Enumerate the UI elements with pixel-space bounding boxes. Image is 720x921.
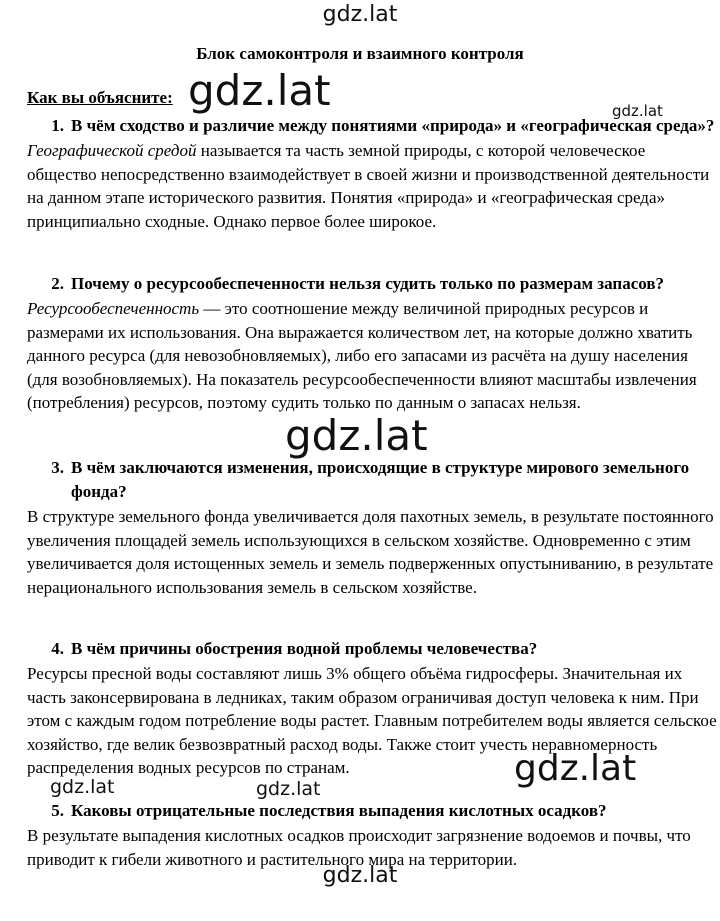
answer-text: В структуре земельного фонда увеличивается доля пахотных земель, в результате постоянного увеличения площадей земель использующихся в сельском хозяйстве. Одновременно с этим увеличивается доля истощенных земель и земель подверженных опустыниванию, в результате нерационального использования земель в сельском хозяйстве. (27, 507, 714, 597)
answer (27, 505, 717, 599)
watermark: gdz.lat (285, 411, 428, 460)
answer-text: В результате выпадения кислотных осадков происходит загрязнение водоемов и почвы, что приводит к гибели животного и растительного мира на территории. (27, 826, 691, 869)
question (27, 799, 717, 823)
question (27, 272, 717, 296)
question-number: 1. (51, 116, 64, 135)
watermark: gdz.lat (322, 863, 398, 888)
answer-term: Географической средой (27, 141, 197, 160)
question-text: В чём заключаются изменения, происходящие в структуре мирового земельного фонда? (71, 458, 690, 501)
watermark: gdz.lat (256, 778, 321, 800)
watermark: gdz.lat (188, 66, 331, 115)
answer-text: Ресурсы пресной воды составляют лишь 3% общего объёма гидросферы. Значительная их часть законсервирована в ледниках, таким образом ограничивая доступ человека к ним. При этом с каждым годом потребление воды растет. Главным потребителем воды является сельское хозяйство, где велик безвозвратный расход воды. Также стоит учесть неравномерность распределения водных ресурсов по странам. (27, 664, 717, 777)
question-number: 3. (51, 458, 64, 477)
watermark: gdz.lat (50, 776, 115, 798)
watermark: gdz.lat (514, 748, 637, 789)
qa-item-2 (27, 272, 717, 415)
answer (27, 297, 717, 415)
intro-heading: Как вы объясните: (27, 88, 173, 107)
answer-term: Ресурсообеспеченность (27, 299, 200, 318)
answer (27, 139, 717, 233)
qa-item-3 (27, 456, 717, 599)
question-text: Каковы отрицательные последствия выпадения кислотных осадков? (71, 801, 607, 820)
question-text: В чём сходство и различие между понятиями «природа» и «географическая среда»? (71, 116, 715, 135)
question (27, 456, 717, 504)
qa-item-5 (27, 799, 717, 871)
page-title: Блок самоконтроля и взаимного контроля (196, 44, 524, 63)
question (27, 637, 717, 661)
qa-item-1 (27, 114, 717, 233)
watermark: gdz.lat (612, 102, 663, 120)
question-number: 5. (51, 801, 64, 820)
question-number: 2. (51, 274, 64, 293)
question-text: Почему о ресурсообеспеченности нельзя судить только по размерам запасов? (71, 274, 665, 293)
question-text: В чём причины обострения водной проблемы человечества? (71, 639, 538, 658)
watermark: gdz.lat (322, 2, 398, 27)
answer-text: называется та часть земной природы, с которой человеческое общество непосредственно взаимодействует в своей жизни и производственной деятельности на данном этапе исторического развития. Понятия «природа» и «географическая среда» принципиально сходные. Однако первое более широкое. (27, 141, 710, 231)
question-number: 4. (51, 639, 64, 658)
answer-text: — это соотношение между величиной природных ресурсов и размерами их использования. Она выражается количеством лет, на которые должно хватить данного ресурса (для невозобновляемых), либо его запасами из расчёта на душу населения (для возобновляемых). На показатель ресурсообеспеченности влияют масштабы извлечения (потребления) ресурсов, поэтому судить только по данным о запасах нельзя. (27, 299, 697, 412)
